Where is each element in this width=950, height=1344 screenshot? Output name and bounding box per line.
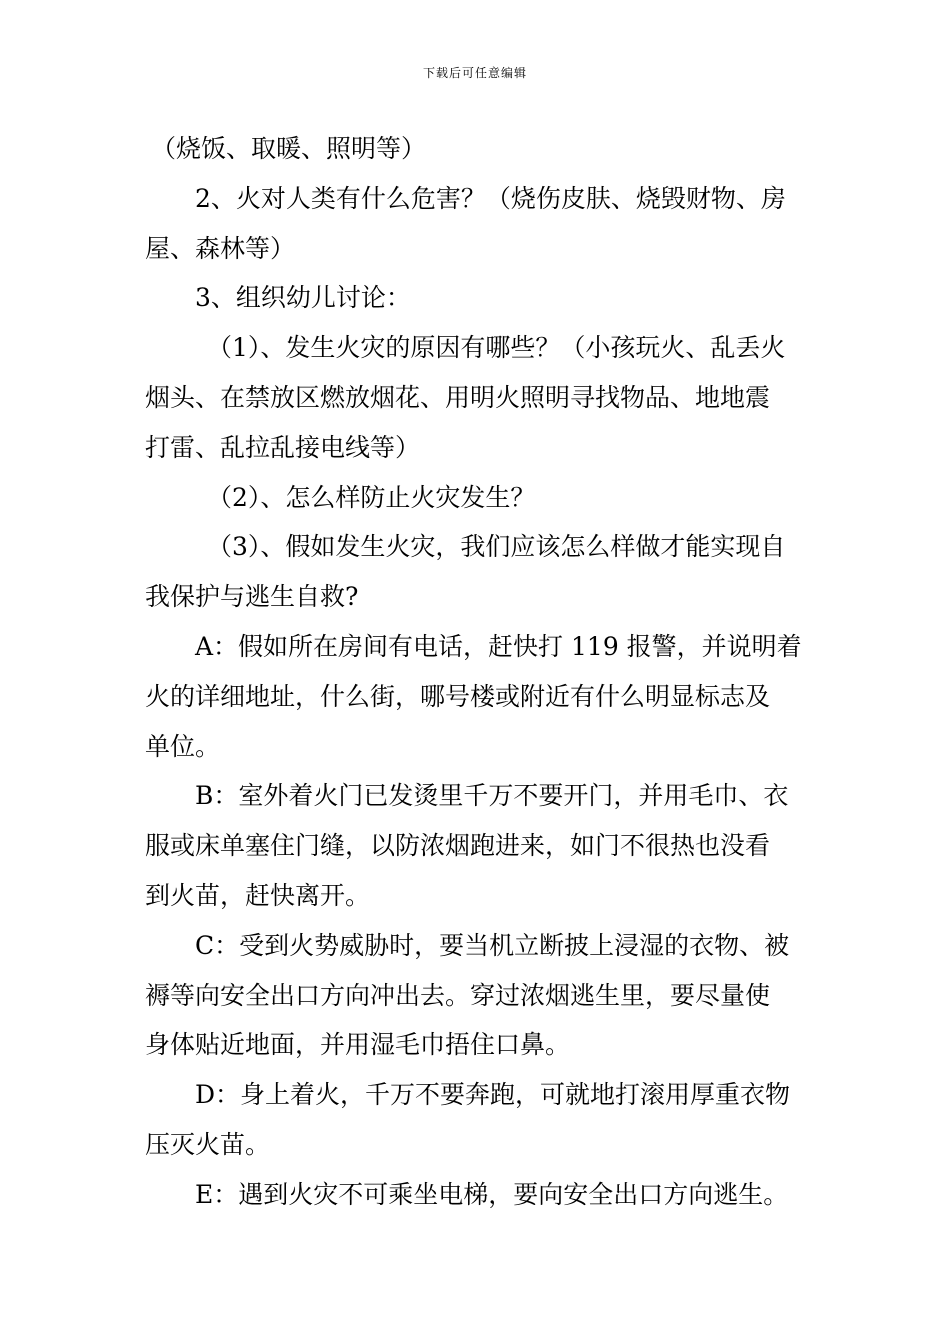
text-line: 打雷、乱拉乱接电线等）: [145, 432, 421, 462]
text-line: 屋、森林等）: [145, 233, 296, 263]
text-line: 烟头、在禁放区燃放烟花、用明火照明寻找物品、地地震: [145, 382, 771, 412]
text-line: 服或床单塞住门缝，以防浓烟跑进来，如门不很热也没看: [145, 831, 771, 861]
text-line: 到火苗，赶快离开。: [145, 880, 371, 910]
text-line: （3）、假如发生火灾，我们应该怎么样做才能实现自: [207, 532, 786, 562]
text-line: 火的详细地址，什么街，哪号楼或附近有什么明显标志及: [145, 681, 771, 711]
text-line: A：假如所在房间有电话，赶快打 119 报警，并说明着: [195, 631, 802, 661]
text-line: 压灭火苗。: [145, 1129, 271, 1159]
text-line: E：遇到火灾不可乘坐电梯，要向安全出口方向逃生。: [195, 1179, 789, 1209]
text-line: （烧饭、取暖、照明等）: [151, 134, 427, 163]
text-line: 3、组织幼儿讨论：: [195, 283, 411, 313]
text-line: 我保护与逃生自救?: [145, 582, 359, 612]
text-line: 单位。: [145, 731, 221, 761]
text-line: 身体贴近地面，并用湿毛巾捂住口鼻。: [145, 1030, 571, 1060]
page-header: 下载后可任意编辑: [422, 66, 527, 80]
text-line: D：身上着火，千万不要奔跑，可就地打滚用厚重衣物: [195, 1080, 791, 1110]
text-line: C：受到火势威胁时，要当机立断披上浸湿的衣物、被: [195, 930, 790, 960]
document-body: [145, 124, 810, 1220]
text-line: 2、火对人类有什么危害？（烧伤皮肤、烧毁财物、房: [195, 183, 786, 213]
text-line: B：室外着火门已发烫里千万不要开门，并用毛巾、衣: [195, 781, 789, 811]
text-line: （1）、发生火灾的原因有哪些？（小孩玩火、乱丢火: [207, 333, 786, 363]
text-line: （2）、怎么样防止火灾发生？: [207, 482, 536, 512]
text-line: 褥等向安全出口方向冲出去。穿过浓烟逃生里，要尽量使: [145, 980, 771, 1010]
